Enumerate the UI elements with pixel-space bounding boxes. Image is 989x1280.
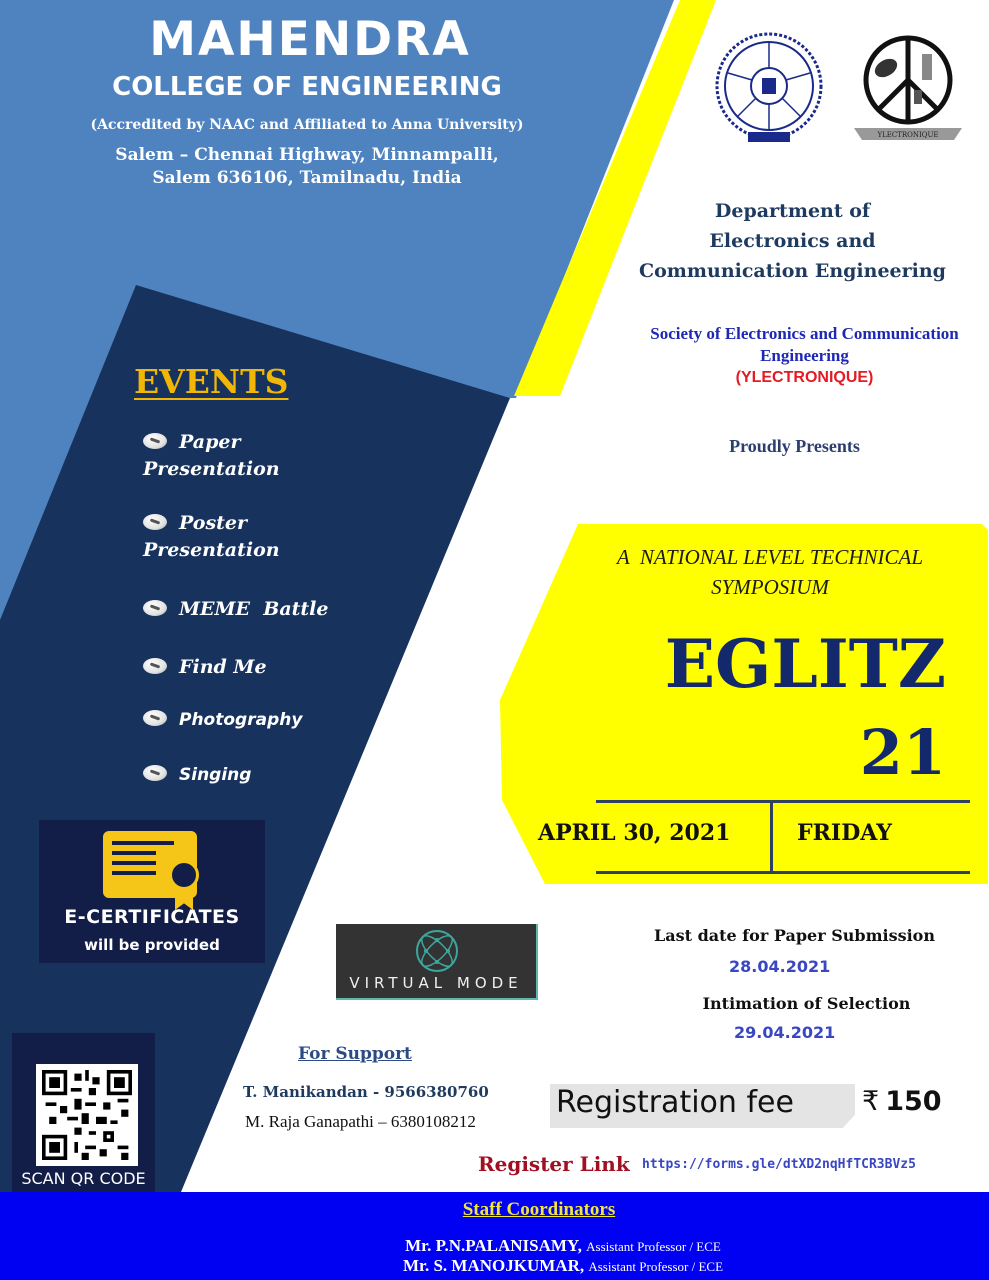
society-name: Society of Electronics and Communication Engineering (YLECTRONIQUE) xyxy=(620,323,989,389)
event-item-meme-battle: MEME Battle xyxy=(143,596,329,623)
support-contact-2: M. Raja Ganapathi – 6380108212 xyxy=(245,1112,476,1131)
society-abbreviation: (YLECTRONIQUE) xyxy=(735,369,874,386)
registration-fee-amount: ₹ 150 xyxy=(862,1086,942,1117)
divider xyxy=(596,800,970,803)
event-date: APRIL 30, 2021 xyxy=(538,820,731,846)
qr-caption: SCAN QR CODE xyxy=(21,1169,146,1188)
svg-text:YLECTRONIQUE: YLECTRONIQUE xyxy=(877,131,939,139)
event-item-poster-presentation: Poster Presentation xyxy=(143,512,280,561)
submission-deadline-date: 28.04.2021 xyxy=(729,957,831,976)
event-item-paper-presentation: Paper Presentation xyxy=(143,431,280,480)
qr-code-panel[interactable] xyxy=(12,1033,155,1213)
events-heading: EVENTS xyxy=(134,362,289,401)
bullet-icon xyxy=(143,658,167,674)
registration-fee-label: Registration fee xyxy=(556,1085,794,1120)
bullet-icon xyxy=(143,710,167,726)
selection-date: 29.04.2021 xyxy=(734,1023,836,1042)
submission-deadline-label: Last date for Paper Submission xyxy=(654,926,935,945)
event-year: 21 xyxy=(859,716,946,789)
event-item-photography: Photography xyxy=(143,707,302,734)
bullet-icon xyxy=(143,765,167,781)
proudly-presents: Proudly Presents xyxy=(729,436,860,456)
bullet-icon xyxy=(143,600,167,616)
college-name: MAHENDRA xyxy=(149,12,471,67)
selection-label: Intimation of Selection xyxy=(702,994,911,1013)
department-name: Department of Electronics and Communication Engineering xyxy=(639,200,946,282)
e-certificate-badge: E-CERTIFICATES will be provided xyxy=(39,820,265,963)
staff-member: Mr. S. MANOJKUMAR, Assistant Professor / ECE xyxy=(402,1256,724,1275)
event-item-singing: Singing xyxy=(143,762,251,789)
event-day: FRIDAY xyxy=(797,820,892,846)
qr-code-icon[interactable] xyxy=(36,1064,138,1166)
address-line-1: Salem – Chennai Highway, Minnampalli, xyxy=(115,145,499,165)
globe-icon xyxy=(414,928,460,974)
address-line-2: Salem 636106, Tamilnadu, India xyxy=(152,168,462,188)
rupee-icon: ₹ xyxy=(862,1086,880,1117)
staff-coordinators-heading: Staff Coordinators xyxy=(462,1199,616,1220)
bullet-icon xyxy=(143,433,167,449)
seal-icon xyxy=(169,860,199,890)
college-subtitle: COLLEGE OF ENGINEERING xyxy=(112,72,502,102)
support-contact-1: T. Manikandan - 9566380760 xyxy=(243,1083,489,1101)
register-link[interactable]: https://forms.gle/dtXD2nqHfTCR3BVz5 xyxy=(642,1157,916,1172)
symposium-tagline: A NATIONAL LEVEL TECHNICAL SYMPOSIUM xyxy=(616,545,924,599)
college-logo-icon xyxy=(708,28,830,146)
support-heading: For Support xyxy=(298,1044,412,1064)
virtual-mode-badge: VIRTUAL MODE xyxy=(336,924,538,1000)
society-logo-icon xyxy=(842,28,977,146)
register-link-label: Register Link xyxy=(478,1152,630,1176)
bullet-icon xyxy=(143,514,167,530)
event-item-find-me: Find Me xyxy=(143,654,267,681)
divider xyxy=(596,871,970,874)
staff-member: Mr. P.N.PALANISAMY, Assistant Professor / ECE xyxy=(405,1236,721,1255)
divider xyxy=(770,801,773,873)
accreditation-text: (Accredited by NAAC and Affiliated to Anna University) xyxy=(90,117,524,133)
event-name: EGLITZ xyxy=(664,625,946,703)
